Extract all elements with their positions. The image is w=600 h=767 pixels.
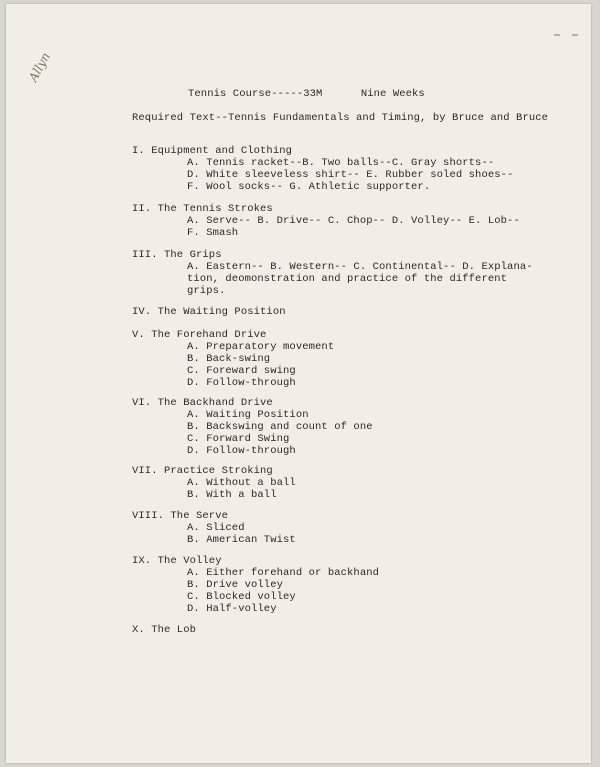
section-line: B. Back-swing [187, 353, 271, 365]
section-line: F. Wool socks-- G. Athletic supporter. [187, 181, 431, 193]
section-heading: IX. The Volley [132, 555, 222, 567]
section-line: D. White sleeveless shirt-- E. Rubber soled shoes-- [187, 169, 514, 181]
section-line: A. Waiting Position [187, 409, 309, 421]
section-line: B. Backswing and count of one [187, 421, 373, 433]
section-line: D. Half-volley [187, 603, 277, 615]
section-line: A. Serve-- B. Drive-- C. Chop-- D. Volley-- E. Lob-- [187, 215, 520, 227]
section-heading: III. The Grips [132, 249, 222, 261]
section-heading: X. The Lob [132, 624, 197, 636]
section-heading: VI. The Backhand Drive [132, 397, 273, 409]
section-line: A. Without a ball [187, 477, 296, 489]
document-page [6, 4, 591, 763]
section-line: C. Blocked volley [187, 591, 296, 603]
section-line: B. With a ball [187, 489, 277, 501]
section-line: D. Follow-through [187, 377, 296, 389]
section-line: grips. [187, 285, 226, 297]
section-heading: IV. The Waiting Position [132, 306, 286, 318]
handwritten-signature: Allyn [26, 50, 53, 84]
section-line: A. Tennis racket--B. Two balls--C. Gray shorts-- [187, 157, 495, 169]
section-heading: V. The Forehand Drive [132, 329, 267, 341]
paper-mark [554, 34, 560, 36]
paper-mark [572, 34, 578, 36]
section-heading: VIII. The Serve [132, 510, 229, 522]
required-text: Required Text--Tennis Fundamentals and Timing, by Bruce and Bruce [132, 112, 549, 124]
section-line: C. Forward Swing [187, 433, 290, 445]
section-heading: VII. Practice Stroking [132, 465, 273, 477]
section-line: A. Eastern-- B. Western-- C. Continental-- D. Explana- [187, 261, 533, 273]
section-line: F. Smash [187, 227, 239, 239]
section-line: C. Foreward swing [187, 365, 296, 377]
section-line: B. Drive volley [187, 579, 284, 591]
section-heading: II. The Tennis Strokes [132, 203, 273, 215]
section-line: A. Sliced [187, 522, 245, 534]
section-line: A. Either forehand or backhand [187, 567, 380, 579]
section-line: tion, deomonstration and practice of the different [187, 273, 508, 285]
course-title: Tennis Course-----33M Nine Weeks [188, 88, 425, 100]
section-line: B. American Twist [187, 534, 296, 546]
section-heading: I. Equipment and Clothing [132, 145, 293, 157]
section-line: A. Preparatory movement [187, 341, 335, 353]
section-line: D. Follow-through [187, 445, 296, 457]
